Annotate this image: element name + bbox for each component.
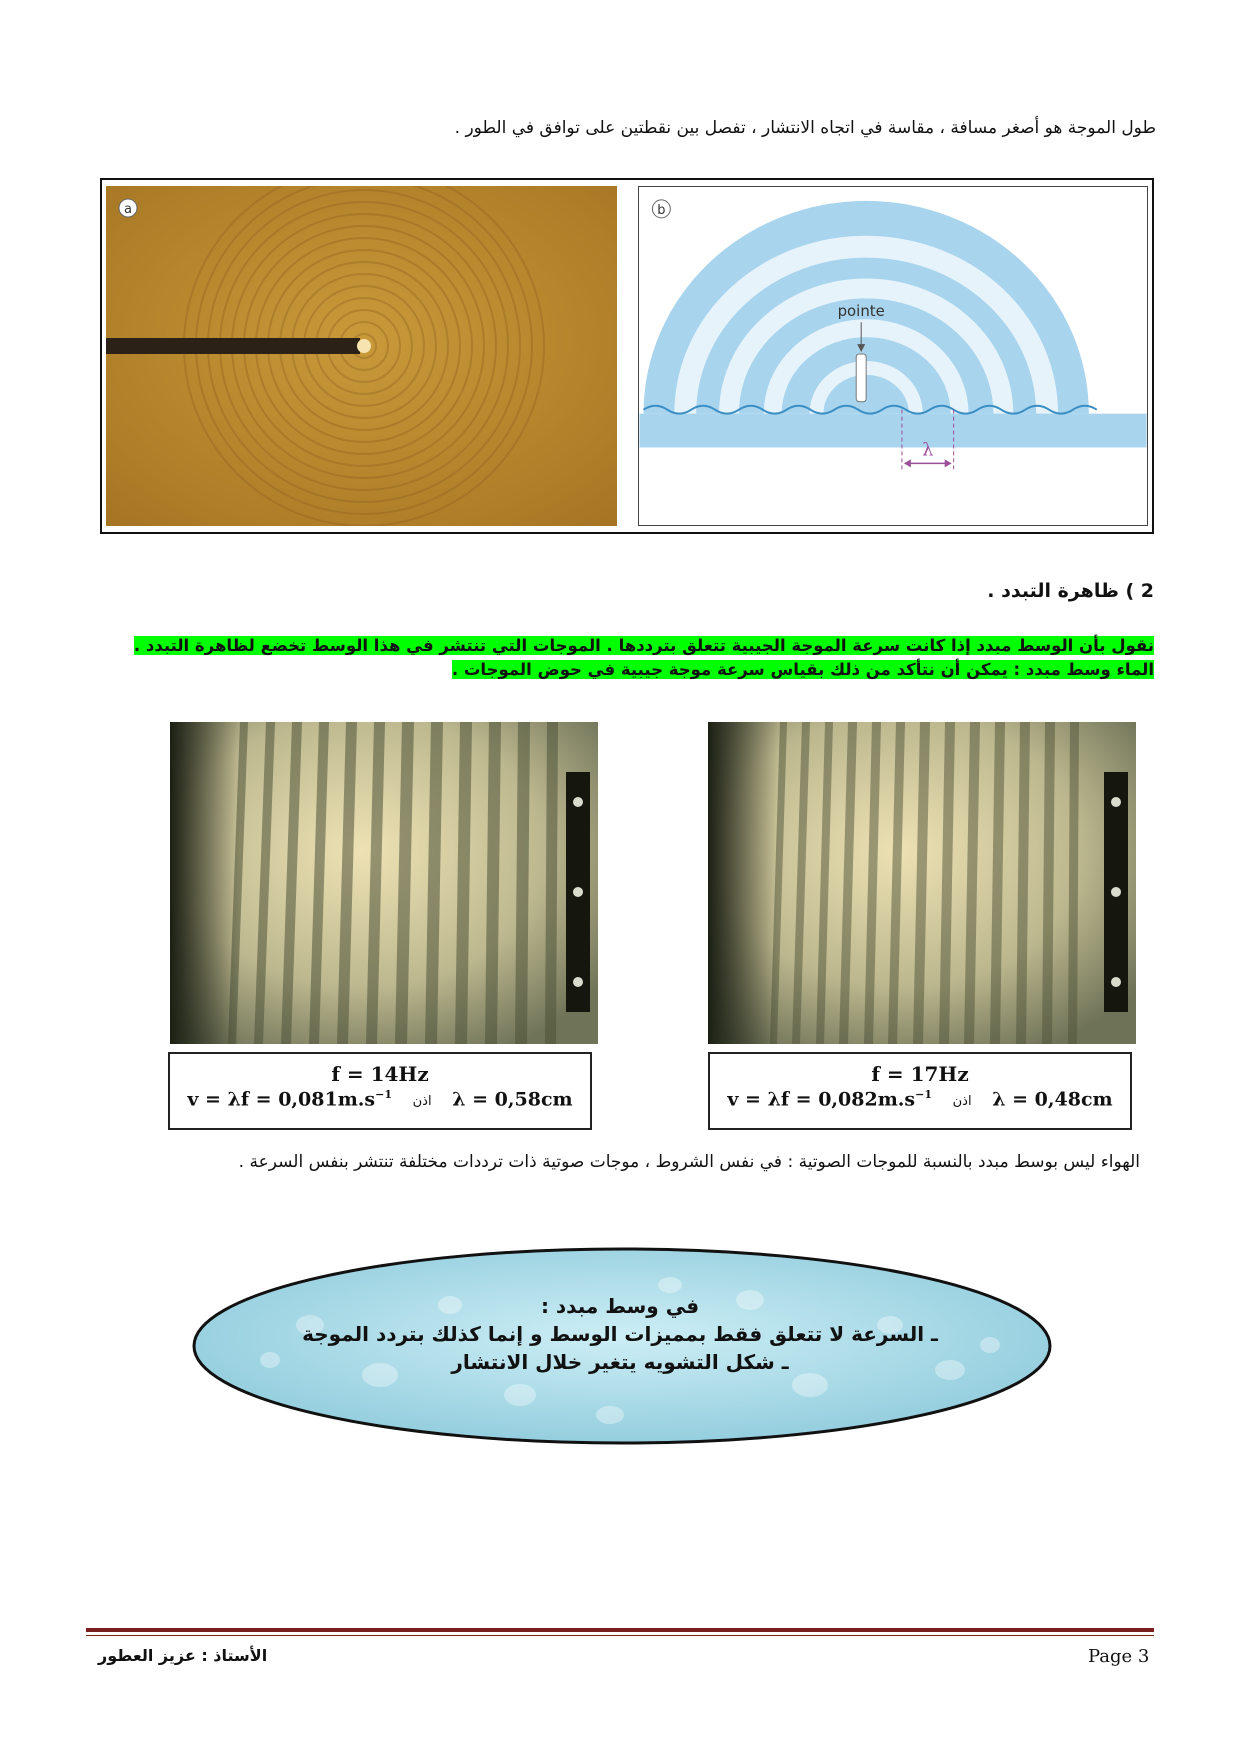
summary-text — [270, 1292, 970, 1376]
author-name: الأستاذ : عزيز العطور — [98, 1646, 268, 1665]
wavelength-value: λ = 0,58cm — [452, 1088, 573, 1111]
summary-line-2: ـ شكل التشويه يتغير خلال الانتشار — [451, 1350, 789, 1374]
wavelength-value: λ = 0,48cm — [992, 1088, 1113, 1111]
wavelength-figure — [100, 178, 1154, 534]
speed-value: v = λf = 0,081m.s — [187, 1088, 376, 1111]
air-note: الهواء ليس بوسط مبدد بالنسبة للموجات الصوتية : في نفس الشروط ، موجات صوتية ذات ترددات مختلفة تنتشر بنفس السرعة . — [238, 1152, 1140, 1172]
pointe-label: pointe — [837, 302, 885, 321]
frequency-value: f = 17Hz — [871, 1062, 969, 1086]
definition-line-1: نقول بأن الوسط مبدد إذا كانت سرعة الموجة الجيبية تتعلق بترددها . الموجات التي تنتشر في هذا الوسط تخضع لظاهرة التبدد . — [133, 636, 1154, 655]
speed-value: v = λf = 0,082m.s — [727, 1088, 916, 1111]
frequency-value: f = 14Hz — [331, 1062, 429, 1086]
definition-line-2: الماء وسط مبدد : يمكن أن نتأكد من ذلك بقياس سرعة موجة جيبية في حوض الموجات . — [451, 660, 1154, 679]
therefore-word: اذن — [412, 1094, 432, 1110]
page-number: Page 3 — [1088, 1646, 1150, 1667]
unit-exponent: −1 — [915, 1088, 932, 1101]
footer-rule — [86, 1628, 1154, 1632]
footer-rule-thin — [86, 1635, 1154, 1636]
data-box-14hz — [168, 1052, 592, 1130]
dispersion-definition — [124, 634, 1154, 682]
summary-line-1: ـ السرعة لا تتعلق فقط بمميزات الوسط و إنما كذلك بتردد الموجة — [302, 1322, 938, 1346]
section-2-title: 2 ) ظاهرة التبدد . — [987, 580, 1154, 602]
speed-line — [710, 1088, 1130, 1110]
label-a: a — [124, 202, 132, 217]
intro-paragraph: طول الموجة هو أصغر مسافة ، مقاسة في اتجاه الانتشار ، تفصل بين نقطتين على توافق في الطور . — [454, 118, 1156, 138]
data-box-17hz — [708, 1052, 1132, 1130]
speed-line — [170, 1088, 590, 1110]
wave-tank-photo-14hz — [170, 722, 598, 1044]
summary-title: في وسط مبدد : — [540, 1294, 700, 1318]
pointe-rod — [856, 354, 866, 402]
lambda-label: λ — [922, 439, 934, 461]
wave-diagram — [638, 186, 1148, 526]
ripple-photo — [106, 186, 617, 526]
therefore-word: اذن — [952, 1094, 972, 1110]
unit-exponent: −1 — [375, 1088, 392, 1101]
label-b: b — [657, 202, 666, 218]
wave-tank-photo-17hz — [708, 722, 1136, 1044]
